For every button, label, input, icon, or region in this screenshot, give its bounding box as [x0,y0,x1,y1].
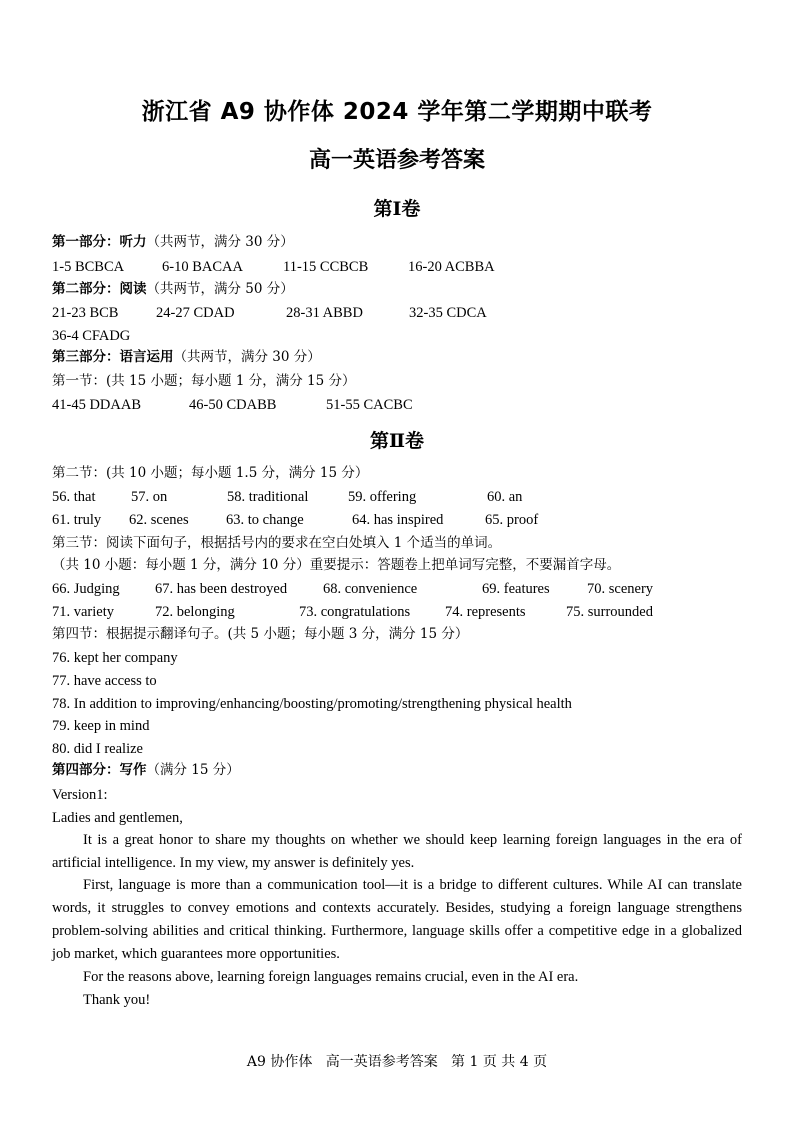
translation-answer: 80. did I realize [52,741,143,757]
translation-answer: 76. kept her company [52,650,178,666]
part4-label: 第四部分：写作 [52,762,147,778]
part1-note: （共两节，满分 30 分） [146,234,294,250]
answer-item: 61. truly [52,512,102,528]
page-subtitle: 高一英语参考答案 [308,148,485,173]
answer-group: 24-27 CDAD [156,305,235,321]
essay-version: Version1: [52,787,108,803]
answer-item: 57. on [131,489,168,505]
part2-label: 第二部分：阅读 [52,281,147,297]
part2-note: （共两节，满分 50 分） [146,281,294,297]
essay-paragraph: Thank you! [83,992,151,1008]
section3-heading: 第三节：阅读下面句子，根据括号内的要求在空白处填入 1 个适当的单词。 [52,535,502,551]
translation-answer: 78. In addition to improving/enhancing/boosting/promoting/strengthening physical health [52,696,572,712]
answer-item: 72. belonging [155,604,235,620]
answer-item: 64. has inspired [352,512,444,528]
answer-group: 41-45 DDAAB [52,397,142,413]
part3-answers [52,395,752,415]
answer-item: 66. Judging [52,581,120,597]
answer-item: 62. scenes [129,512,189,528]
part2-answers [52,303,752,323]
answer-item: 67. has been destroyed [155,581,288,597]
section3-answers-row1 [52,579,752,599]
answer-group: 51-55 CACBC [326,397,413,413]
section3-answers-row2 [52,602,752,622]
part2-answers-cont [52,326,752,346]
section2-answers-row1 [52,487,752,507]
section4-heading: 第四节：根据提示翻译句子。(共 5 小题；每小题 3 分，满分 15 分） [52,626,469,642]
section2-heading: 第二节：(共 10 小题；每小题 1.5 分，满分 15 分） [52,465,369,481]
part3-heading [52,347,321,367]
section3-note: （共 10 小题：每小题 1 分，满分 10 分）重要提示：答题卷上把单词写完整，不要漏首字母。 [52,557,621,573]
answer-item: 65. proof [485,512,539,528]
answer-group: 1-5 BCBCA [52,259,125,275]
answer-item: 60. an [487,489,523,505]
page-title: 浙江省 A9 协作体 2024 学年第二学期期中联考 [141,99,653,125]
part4-note: （满分 15 分） [146,762,240,778]
section2-answers-row2 [52,510,752,530]
answer-item: 63. to change [226,512,304,528]
answer-group: 36-4 CFADG [52,328,131,344]
essay-paragraph: First, language is more than a communication tool—it is a bridge to different cultures. While AI can translate words, it struggles to convey emotions and contexts accurately. Besides, studying a foreign language strengthens problem-solving abilities and critical thinking. Furthermore, language skills offer a competitive edge in a globalized job market, which guarantees more opportunities. [52,877,742,962]
volume-one-heading: 第Ⅰ卷 [373,198,421,220]
volume-two-heading: 第Ⅱ卷 [369,430,424,452]
answer-item: 70. scenery [587,581,654,597]
essay-paragraph: For the reasons above, learning foreign languages remains crucial, even in the AI era. [83,969,579,985]
answer-group: 16-20 ACBBA [408,259,495,275]
answer-item: 56. that [52,489,96,505]
answer-group: 21-23 BCB [52,305,119,321]
answer-item: 71. variety [52,604,115,620]
page-footer: A9 协作体 高一英语参考答案 第 1 页 共 4 页 [246,1054,548,1070]
answer-item: 68. convenience [323,581,418,597]
answer-group: 46-50 CDABB [189,397,277,413]
answer-item: 58. traditional [227,489,309,505]
part3-note: （共两节，满分 30 分） [173,349,321,365]
answer-group: 11-15 CCBCB [283,259,369,275]
answer-group: 32-35 CDCA [409,305,487,321]
answer-item: 59. offering [348,489,417,505]
answer-item: 74. represents [445,604,526,620]
part3-section1-heading: 第一节：(共 15 小题；每小题 1 分，满分 15 分） [52,373,356,389]
part1-label: 第一部分：听力 [52,234,147,250]
answer-item: 73. congratulations [299,604,411,620]
translation-answer: 77. have access to [52,673,157,689]
part2-heading [52,279,294,299]
translation-answer: 79. keep in mind [52,718,150,734]
answer-item: 75. surrounded [566,604,653,620]
answer-item: 69. features [482,581,550,597]
part1-answers [52,257,752,277]
essay-paragraph: It is a great honor to share my thoughts on whether we should keep learning foreign languages in the era of artificial intelligence. In my view, my answer is definitely yes. [52,832,742,871]
answer-group: 28-31 ABBD [286,305,363,321]
part1-heading [52,232,294,252]
answer-group: 6-10 BACAA [162,259,243,275]
part4-heading [52,760,240,780]
essay-greeting: Ladies and gentlemen, [52,810,183,826]
part3-label: 第三部分：语言运用 [52,349,174,365]
